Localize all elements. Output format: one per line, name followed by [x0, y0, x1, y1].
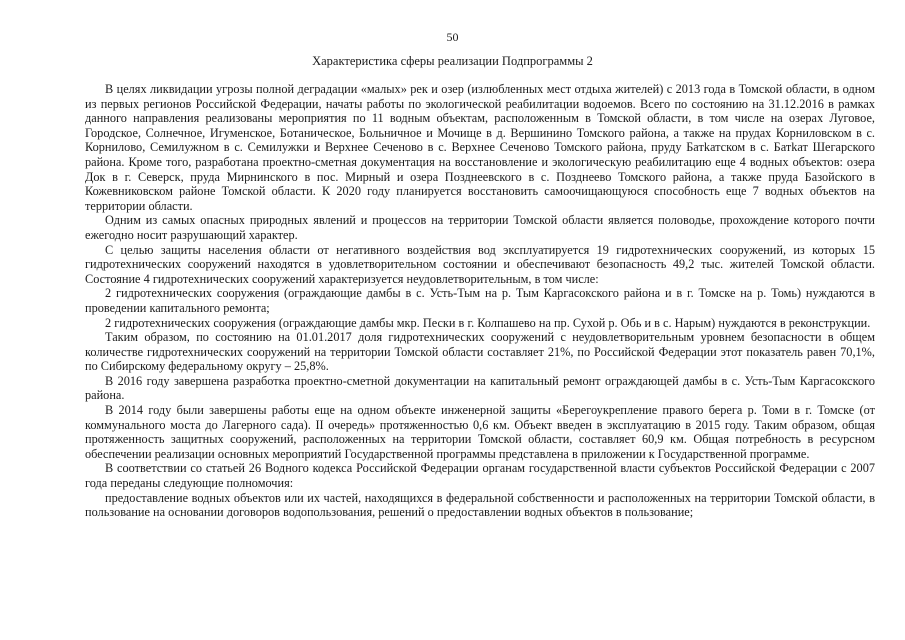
- paragraph: В 2014 году были завершены работы еще на одном объекте инженерной защиты «Берегоукрепление правого берега р. Томи в г. Томске (от коммунального моста до Лагерного сада). II очередь» протяженностью 0,6 км. Объект введен в эксплуатацию в 2015 году. Таким образом, общая протяженность защитных сооружений, расположенных на территории Томской области, составляет 60,9 км. Общая потребность в ресурсном обеспечении реализации основных мероприятий Государственной программы представлена в приложении к Государственной программе.: [85, 403, 875, 461]
- paragraph: В соответствии со статьей 26 Водного кодекса Российской Федерации органам государственной власти субъектов Российской Федерации с 2007 года переданы следующие полномочия:: [85, 461, 875, 491]
- paragraph: В 2016 году завершена разработка проектно-сметной документации на капитальный ремонт ограждающей дамбы в с. Усть-Тым Каргасокского района.: [85, 373, 875, 403]
- paragraph: предоставление водных объектов или их частей, находящихся в федеральной собственности и расположенных на территории Томской области, в пользование на основании договоров водопользования, решений о предоставлении водных объектов в пользование;: [85, 490, 875, 520]
- body-text: [85, 82, 875, 520]
- paragraph: 2 гидротехнических сооружения (ограждающие дамбы в с. Усть-Тым на р. Тым Каргасокского района и в г. Томске на р. Томь) нуждаются в проведении капитального ремонта;: [85, 286, 875, 315]
- section-heading: Характеристика сферы реализации Подпрограммы 2: [312, 54, 593, 68]
- paragraph: Таким образом, по состоянию на 01.01.2017 доля гидротехнических сооружений с неудовлетворительным уровнем безопасности в общем количестве гидротехнических сооружений на территории Томской области составляет 21%, по Российской Федерации этот показатель равен 70,1%, по Сибирскому федеральному округу – 25,8%.: [85, 330, 875, 374]
- paragraph: С целью защиты населения области от негативного воздействия вод эксплуатируется 19 гидротехнических сооружений, из которых 15 гидротехнических сооружений находятся в удовлетворительном состоянии и обеспечивают безопасность 49,2 тыс. жителей Томской области. Состояние 4 гидротехнических сооружений характеризуется неудовлетворительным, в том числе:: [85, 242, 875, 286]
- paragraph: 2 гидротехнических сооружения (ограждающие дамбы мкр. Пески в г. Колпашево на пр. Сухой р. Обь и в с. Нарым) нуждаются в реконструкции.: [105, 315, 871, 330]
- paragraph: Одним из самых опасных природных явлений и процессов на территории Томской области является половодье, прохождение которого почти ежегодно носит разрушающий характер.: [85, 213, 875, 242]
- page-number: 50: [446, 30, 459, 44]
- paragraph: В целях ликвидации угрозы полной деградации «малых» рек и озер (излюбленных мест отдыха жителей) с 2013 года в Томской области, в одном из первых регионов Российской Федерации, начаты работы по экологической реабилитации водоемов. Всего по состоянию на 31.12.2016 в рамках данного направления реализованы мероприятия по 11 водным объектам, расположенным в Томской области, в том числе на озерах Луговое, Городское, Солнечное, Игуменское, Ботаническое, Больничное и Мочище в д. Вершинино Томского района, а также на прудах Корниловском в с. Корнилово, Семилужном в с. Семилужки и Верхнее Сеченово в с. Верхнее Сеченово Томского района, пруду Батkатском в с. Батkат Шегарского района. Кроме того, разработана проектно-сметная документация на восстановление и экологическую реабилитацию еще 4 водных объектов: озера Док в г. Северск, пруда Мирнинского в пос. Мирный и озера Позднеевского в с. Позднеево Томского района, а также пруда Базойского в Кожевниковском районе Томской области. К 2020 году планируется восстановить самоочищающуюся способность еще 7 водных объектов на территории области.: [85, 82, 875, 213]
